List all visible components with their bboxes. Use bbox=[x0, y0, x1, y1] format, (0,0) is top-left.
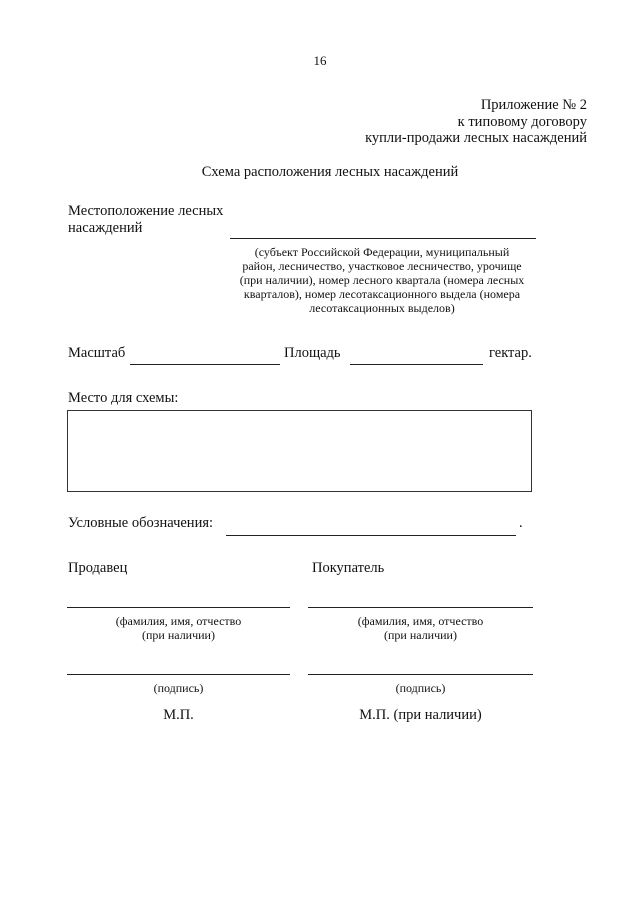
seller-name-hint bbox=[67, 614, 290, 642]
scale-field-line[interactable] bbox=[130, 364, 280, 365]
seller-label: Продавец bbox=[68, 560, 128, 576]
legend-end: . bbox=[519, 515, 523, 531]
document-title: Схема расположения лесных насаждений bbox=[201, 164, 459, 180]
appendix-header bbox=[365, 97, 587, 147]
buyer-signature-hint: (подпись) bbox=[395, 681, 446, 695]
seller-name-hint-line-1: (фамилия, имя, отчество bbox=[115, 614, 242, 628]
scale-label: Масштаб bbox=[68, 345, 126, 361]
seller-signature-line[interactable] bbox=[67, 674, 290, 675]
scheme-label: Место для схемы: bbox=[68, 390, 179, 406]
seller-name-line[interactable] bbox=[67, 607, 290, 608]
location-field-line[interactable] bbox=[230, 238, 536, 239]
appendix-line-3: купли-продажи лесных насаждений bbox=[365, 130, 587, 146]
buyer-name-hint-line-2: (при наличии) bbox=[384, 628, 457, 642]
buyer-name-hint bbox=[308, 614, 533, 642]
area-field-line[interactable] bbox=[350, 364, 483, 365]
location-hint-line-5: лесотаксационных выделов) bbox=[309, 301, 455, 315]
location-hint bbox=[226, 245, 538, 315]
seller-name-hint-line-2: (при наличии) bbox=[142, 628, 215, 642]
location-hint-line-4: кварталов), номер лесотаксационного выдела (номера bbox=[243, 287, 521, 301]
buyer-label: Покупатель bbox=[312, 560, 385, 576]
legend-field-line[interactable] bbox=[226, 535, 516, 536]
location-hint-line-2: район, лесничество, участковое лесничество, урочище bbox=[242, 259, 522, 273]
location-label-line-1: Местоположение лесных bbox=[68, 203, 224, 219]
buyer-signature-line[interactable] bbox=[308, 674, 533, 675]
buyer-stamp: М.П. (при наличии) bbox=[359, 707, 482, 723]
location-label-line-2: насаждений bbox=[68, 220, 143, 236]
seller-stamp: М.П. bbox=[163, 707, 194, 723]
legend-label: Условные обозначения: bbox=[68, 515, 214, 531]
appendix-line-2: к типовому договору bbox=[457, 113, 587, 130]
seller-signature-hint: (подпись) bbox=[153, 681, 204, 695]
page-number: 16 bbox=[313, 53, 327, 68]
scheme-box[interactable] bbox=[67, 410, 532, 492]
location-hint-line-1: (субъект Российской Федерации, муниципальный bbox=[254, 245, 510, 259]
buyer-name-hint-line-1: (фамилия, имя, отчество bbox=[357, 614, 484, 628]
location-hint-line-3: (при наличии), номер лесного квартала (номера лесных bbox=[239, 273, 525, 287]
appendix-line-1: Приложение № 2 bbox=[480, 97, 587, 113]
area-unit: гектар. bbox=[489, 345, 532, 361]
area-label: Площадь bbox=[284, 345, 341, 361]
buyer-name-line[interactable] bbox=[308, 607, 533, 608]
